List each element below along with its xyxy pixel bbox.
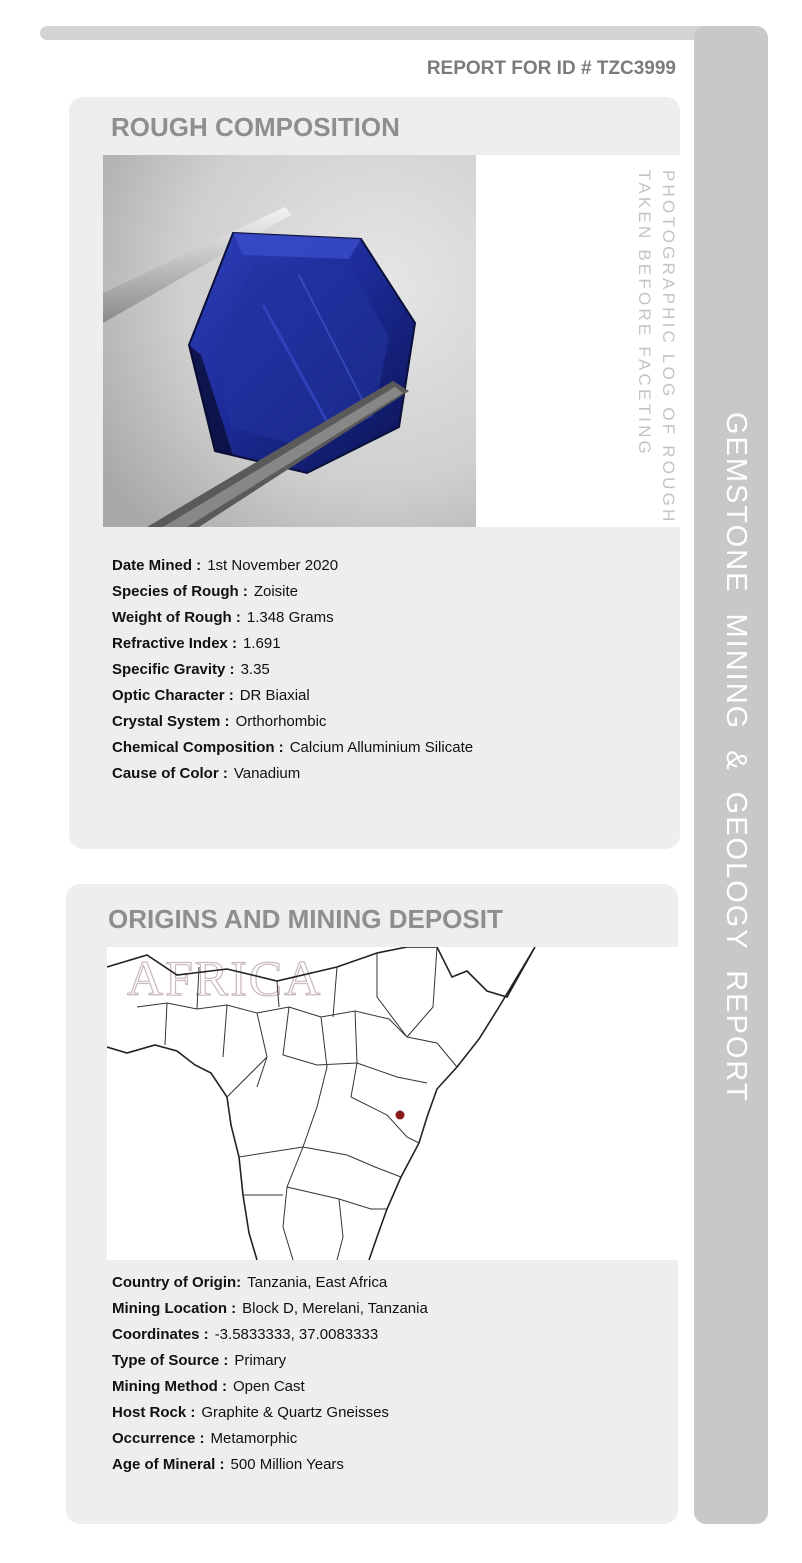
property-value: 1.348 Grams (246, 609, 334, 626)
property-value: Orthorhombic (235, 713, 327, 730)
property-value: DR Biaxial (239, 687, 310, 704)
property-row (112, 553, 473, 579)
photo-caption-line-2: TAKEN BEFORE FACETING (635, 170, 654, 457)
property-label: Chemical Composition : (112, 739, 284, 756)
rough-photo (103, 155, 476, 527)
property-value: -3.5833333, 37.0083333 (214, 1326, 379, 1343)
property-row (112, 631, 473, 657)
property-label: Refractive Index : (112, 635, 238, 652)
property-row (112, 683, 473, 709)
property-row (112, 1322, 428, 1348)
property-row (112, 657, 473, 683)
property-row (112, 1296, 428, 1322)
photo-caption-line-1: PHOTOGRAPHIC LOG OF ROUGH (659, 170, 678, 525)
photo-caption (630, 170, 680, 525)
property-label: Weight of Rough : (112, 609, 241, 626)
origin-properties-list (112, 1270, 428, 1478)
property-label: Cause of Color : (112, 765, 228, 782)
property-label: Country of Origin: (112, 1274, 242, 1291)
property-row (112, 579, 473, 605)
property-value: Metamorphic (210, 1430, 298, 1447)
property-value: Calcium Alluminium Silicate (289, 739, 474, 756)
property-label: Coordinates : (112, 1326, 209, 1343)
property-row (112, 1348, 428, 1374)
origins-title: ORIGINS AND MINING DEPOSIT (108, 904, 503, 934)
top-decor-bar (40, 26, 740, 40)
property-row (112, 605, 473, 631)
property-value: Tanzania, East Africa (247, 1274, 388, 1291)
property-label: Optic Character : (112, 687, 234, 704)
property-label: Mining Location : (112, 1300, 237, 1317)
property-value: Graphite & Quartz Gneisses (201, 1404, 389, 1421)
property-label: Mining Method : (112, 1378, 227, 1395)
map-label: AFRICA (127, 950, 323, 1006)
africa-map-drawing (107, 947, 678, 1260)
property-label: Occurrence : (112, 1430, 205, 1447)
property-value: Primary (234, 1352, 287, 1369)
property-row (112, 1400, 428, 1426)
property-row (112, 1374, 428, 1400)
property-row (112, 735, 473, 761)
property-value: Open Cast (232, 1378, 305, 1395)
property-label: Specific Gravity : (112, 661, 235, 678)
rough-composition-title: ROUGH COMPOSITION (111, 112, 400, 142)
property-label: Host Rock : (112, 1404, 196, 1421)
property-value: 1st November 2020 (207, 557, 339, 574)
property-row (112, 1452, 428, 1478)
report-side-title: GEMSTONE MINING & GEOLOGY REPORT (720, 412, 752, 1103)
gemstone-rough-image (103, 155, 476, 527)
property-label: Type of Source : (112, 1352, 229, 1369)
property-label: Species of Rough : (112, 583, 248, 600)
property-row (112, 709, 473, 735)
property-label: Crystal System : (112, 713, 230, 730)
property-row (112, 761, 473, 787)
property-value: 3.35 (240, 661, 270, 678)
property-row (112, 1426, 428, 1452)
mine-location-marker (396, 1111, 405, 1120)
property-value: 1.691 (243, 635, 281, 652)
property-label: Date Mined : (112, 557, 202, 574)
rough-properties-list (112, 553, 473, 787)
report-id-label: REPORT FOR ID # TZC3999 (426, 58, 676, 79)
property-value: Vanadium (233, 765, 301, 782)
property-value: Block D, Merelani, Tanzania (242, 1300, 428, 1317)
property-value: 500 Million Years (230, 1456, 344, 1473)
property-label: Age of Mineral : (112, 1456, 225, 1473)
property-value: Zoisite (253, 583, 299, 600)
africa-map (107, 947, 678, 1260)
property-row (112, 1270, 428, 1296)
